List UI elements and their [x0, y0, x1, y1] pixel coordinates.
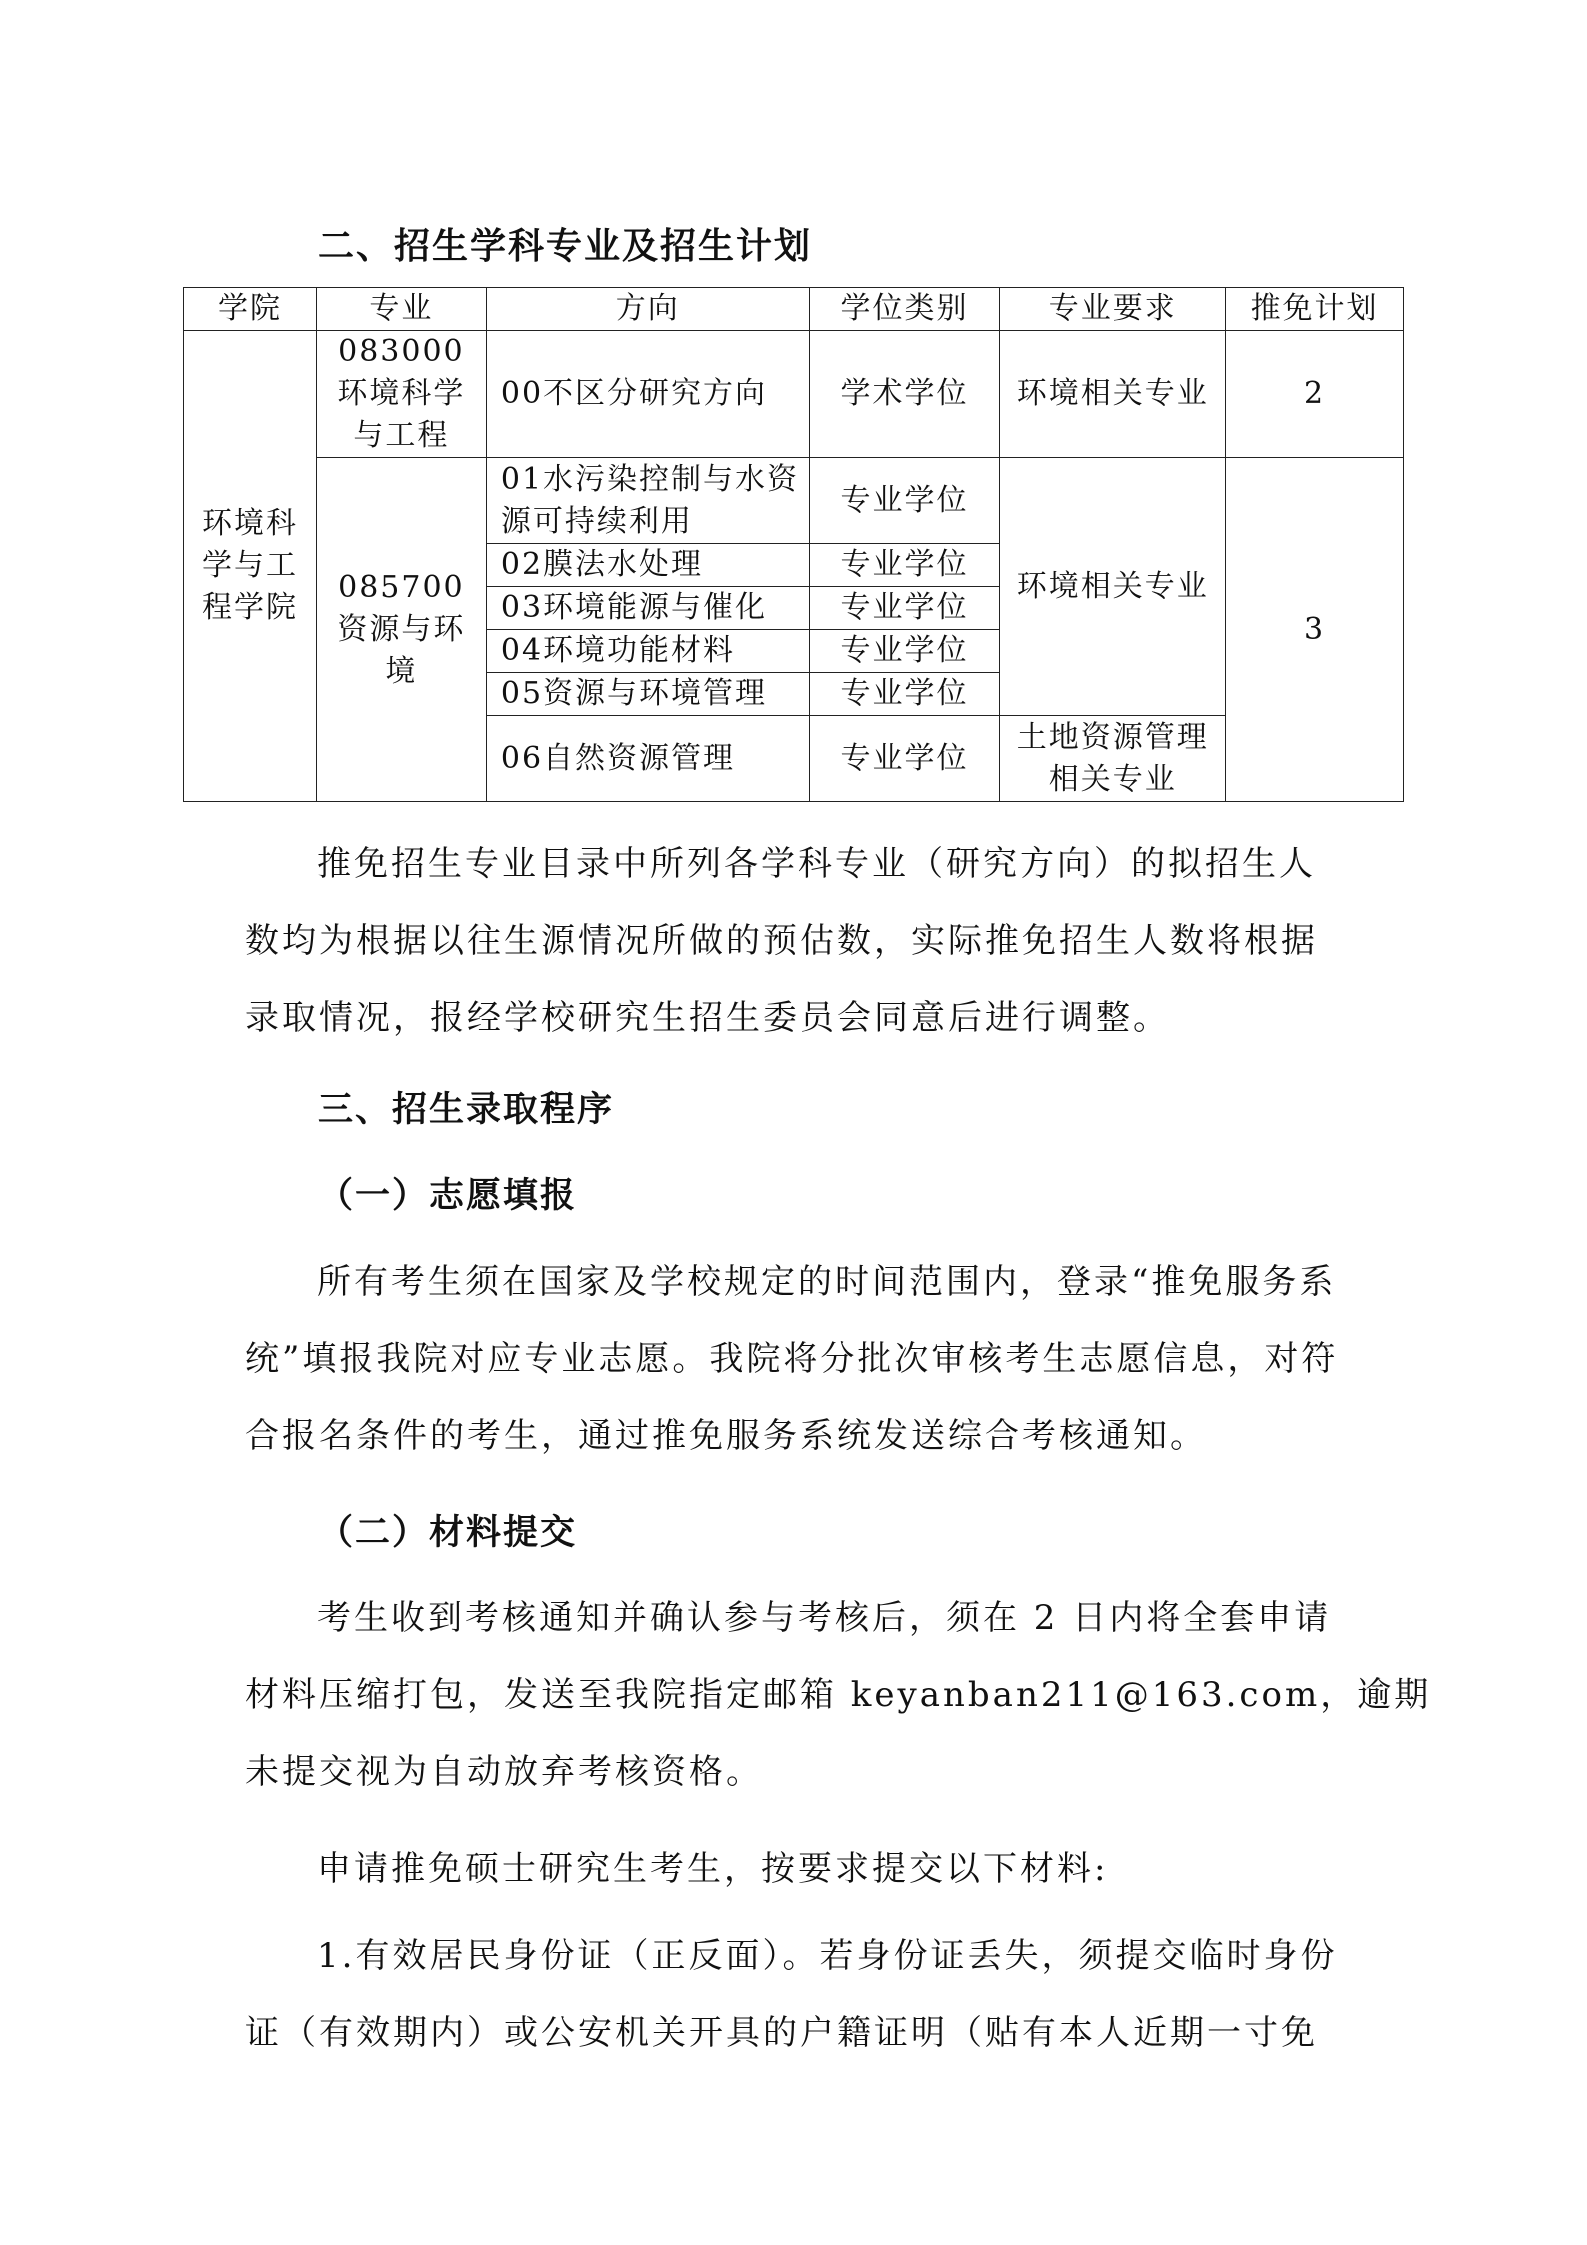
college-cell: 环境科学与工程学院 — [184, 331, 317, 802]
degree-cell: 专业学位 — [809, 673, 1000, 716]
paragraph-line: 考生收到考核通知并确认参与考核后，须在 2 日内将全套申请 — [317, 1598, 1332, 1638]
degree-cell: 学术学位 — [809, 331, 1000, 458]
note-line: 录取情况，报经学校研究生招生委员会同意后进行调整。 — [245, 998, 1170, 1038]
paragraph-line: 1.有效居民身份证（正反面）。若身份证丢失，须提交临时身份 — [317, 1936, 1338, 1976]
header-cell: 学位类别 — [809, 288, 1000, 331]
header-cell: 方向 — [486, 288, 809, 331]
direction-cell: 03环境能源与催化 — [486, 587, 809, 630]
header-cell: 学院 — [184, 288, 317, 331]
note-paragraph — [245, 826, 1345, 1057]
degree-cell: 专业学位 — [809, 458, 1000, 544]
direction-cell: 06自然资源管理 — [486, 716, 809, 802]
paragraph-line: 合报名条件的考生，通过推免服务系统发送综合考核通知。 — [245, 1416, 1207, 1456]
enrollment-plan-table — [183, 287, 1404, 802]
item1-paragraph — [245, 1918, 1345, 2072]
direction-cell: 02膜法水处理 — [486, 544, 809, 587]
direction-cell: 01水污染控制与水资源可持续利用 — [486, 458, 809, 544]
note-line: 推免招生专业目录中所列各学科专业（研究方向）的拟招生人 — [317, 844, 1316, 884]
direction-cell: 00不区分研究方向 — [486, 331, 809, 458]
note-line: 数均为根据以往生源情况所做的预估数，实际推免招生人数将根据 — [245, 921, 1318, 961]
header-cell: 专业要求 — [1000, 288, 1226, 331]
requirement-cell: 土地资源管理相关专业 — [1000, 716, 1226, 802]
paragraph-line: 申请推免硕士研究生考生，按要求提交以下材料: — [317, 1849, 1109, 1889]
subsection-title: （二）材料提交 — [318, 1512, 578, 1553]
requirement-cell: 环境相关专业 — [1000, 331, 1226, 458]
major-cell: 083000环境科学与工程 — [316, 331, 486, 458]
materials-intro-paragraph — [245, 1831, 1345, 1908]
quota-cell: 2 — [1226, 331, 1404, 458]
paragraph-line: 未提交视为自动放弃考核资格。 — [245, 1752, 763, 1792]
paragraph-line: 统”填报我院对应专业志愿。我院将分批次审核考生志愿信息，对符 — [245, 1339, 1339, 1379]
degree-cell: 专业学位 — [809, 587, 1000, 630]
degree-cell: 专业学位 — [809, 544, 1000, 587]
table-header-row — [184, 288, 1404, 331]
section2-title: 二、招生学科专业及招生计划 — [318, 225, 813, 267]
quota-cell: 3 — [1226, 458, 1404, 802]
degree-cell: 专业学位 — [809, 630, 1000, 673]
requirement-cell: 环境相关专业 — [1000, 458, 1226, 716]
table-row — [184, 458, 1404, 544]
major-cell: 085700资源与环境 — [316, 458, 486, 802]
paragraph-line: 材料压缩打包，发送至我院指定邮箱 keyanban211@163.com，逾期 — [245, 1675, 1432, 1715]
degree-cell: 专业学位 — [809, 716, 1000, 802]
section3-title: 三、招生录取程序 — [318, 1089, 615, 1130]
paragraph-line: 所有考生须在国家及学校规定的时间范围内，登录“推免服务系 — [317, 1262, 1337, 1302]
direction-cell: 05资源与环境管理 — [486, 673, 809, 716]
materials-paragraph — [245, 1580, 1432, 1811]
table-row — [184, 331, 1404, 458]
header-cell: 推免计划 — [1226, 288, 1404, 331]
paragraph-line: 证（有效期内）或公安机关开具的户籍证明（贴有本人近期一寸免 — [245, 2013, 1318, 2053]
direction-cell: 04环境功能材料 — [486, 630, 809, 673]
header-cell: 专业 — [316, 288, 486, 331]
subsection-title: （一）志愿填报 — [318, 1175, 578, 1216]
volunteer-paragraph — [245, 1244, 1345, 1475]
